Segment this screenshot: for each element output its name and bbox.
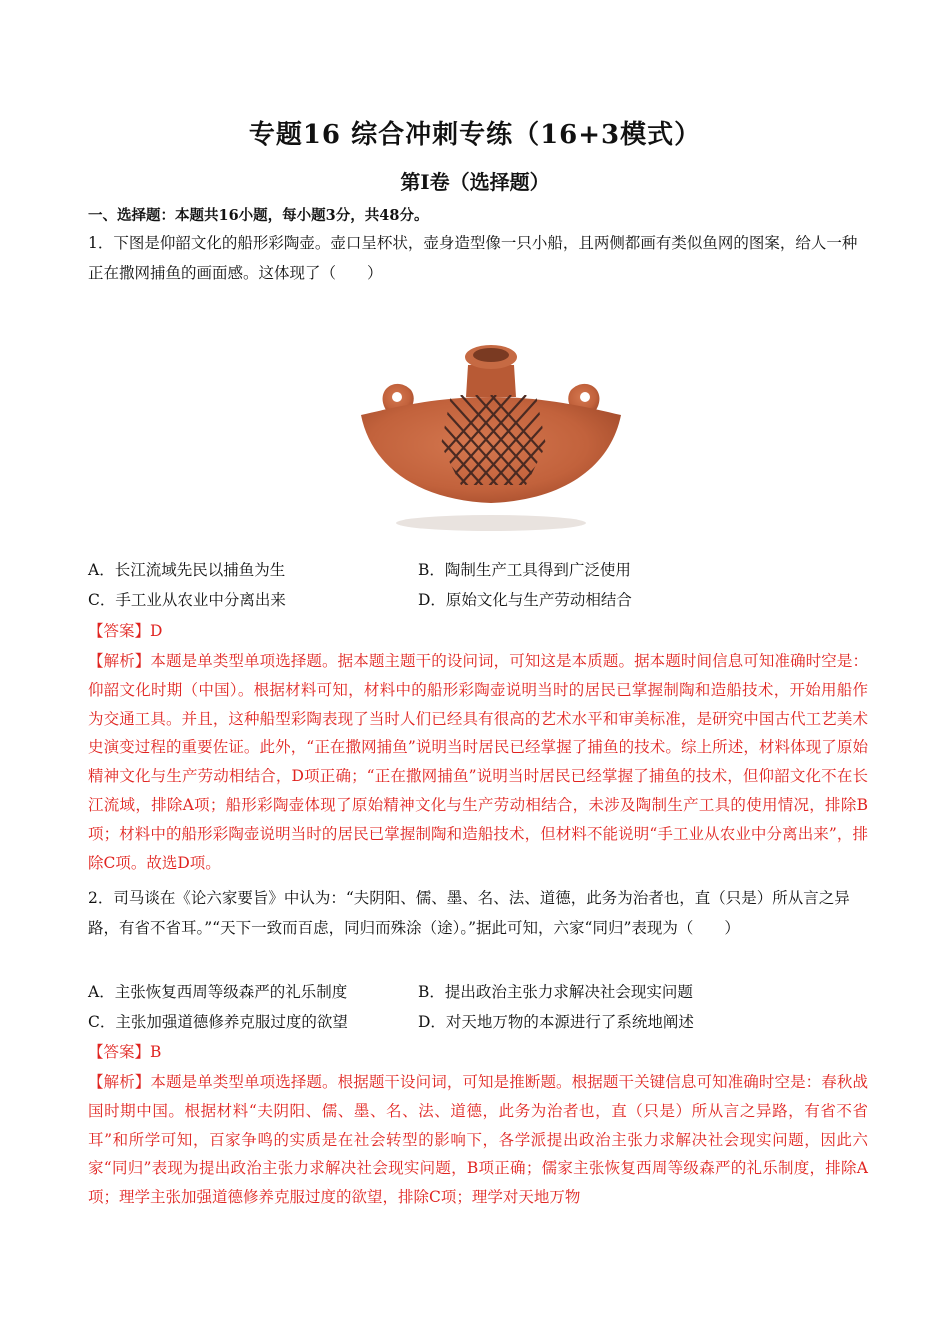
question-2-answer: 【答案】B	[88, 1043, 162, 1061]
question-1-option-c: C．手工业从农业中分离出来	[88, 591, 286, 609]
document-title: 专题16 综合冲刺专练（16+3模式）	[248, 120, 702, 150]
question-1-stem: 1．下图是仰韶文化的船形彩陶壶。壶口呈杯状，壶身造型像一只小船，且两侧都画有类似鱼网的图案，给人一种正在撒网捕鱼的画面感。这体现了（ ）	[88, 234, 858, 282]
question-2-option-b: B．提出政治主张力求解决社会现实问题	[418, 983, 693, 1001]
question-2-stem: 2．司马谈在《论六家要旨》中认为：“夫阴阳、儒、墨、名、法、道德，此务为治者也，直（只是）所从言之异路，有省不省耳。”“天下一致而百虑，同归而殊涂（途）。”据此可知，六家“同归”表现为（ ）	[88, 889, 850, 937]
volume-subtitle: 第Ⅰ卷（选择题）	[400, 170, 550, 194]
question-1-analysis: 【解析】本题是单类型单项选择题。据本题主题干的设问词，可知这是本质题。据本题时间信息可知准确时空是：仰韶文化时期（中国）。根据材料可知，材料中的船形彩陶壶说明当时的居民已掌握制陶和造船技术，开始用船作为交通工具。并且，这种船型彩陶表现了当时人们已经具有很高的艺术水平和审美标准，是研究中国古代工艺美术史演变过程的重要佐证。此外，“正在撒网捕鱼”说明当时居民已经掌握了捕鱼的技术。综上所述，材料体现了原始精神文化与生产劳动相结合，D项正确；“正在撒网捕鱼”说明当时居民已经掌握了捕鱼的技术，但仰韶文化不在长江流域，排除A项；船形彩陶壶体现了原始精神文化与生产劳动相结合，未涉及陶制生产工具的使用情况，排除B项；材料中的船形彩陶壶说明当时的居民已掌握制陶和造船技术，但材料不能说明“手工业从农业中分离出来”，排除C项。故选D项。	[88, 652, 868, 872]
question-1-answer: 【答案】D	[88, 622, 163, 640]
boat-shaped-pottery-pot-image	[356, 335, 626, 545]
section-heading: 一、选择题：本题共16小题，每小题3分，共48分。	[88, 207, 429, 224]
question-2-option-a: A．主张恢复西周等级森严的礼乐制度	[88, 983, 348, 1001]
question-1-option-a: A．长江流域先民以捕鱼为生	[88, 561, 286, 579]
question-2-analysis: 【解析】本题是单类型单项选择题。根据题干设问词，可知是推断题。根据题干关键信息可知准确时空是：春秋战国时期中国。根据材料“夫阴阳、儒、墨、名、法、道德，此务为治者也，直（只是）所从言之异路，有省不省耳”和所学可知，百家争鸣的实质是在社会转型的影响下，各学派提出政治主张力求解决社会现实问题，因此六家“同归”表现为提出政治主张力求解决社会现实问题，B项正确；儒家主张恢复西周等级森严的礼乐制度，排除A项；理学主张加强道德修养克服过度的欲望，排除C项；理学对天地万物	[88, 1073, 868, 1207]
question-2-option-c: C．主张加强道德修养克服过度的欲望	[88, 1013, 348, 1031]
question-1-option-b: B．陶制生产工具得到广泛使用	[418, 561, 631, 579]
question-1-option-d: D．原始文化与生产劳动相结合	[418, 591, 632, 609]
question-2-option-d: D．对天地万物的本源进行了系统地阐述	[418, 1013, 694, 1031]
